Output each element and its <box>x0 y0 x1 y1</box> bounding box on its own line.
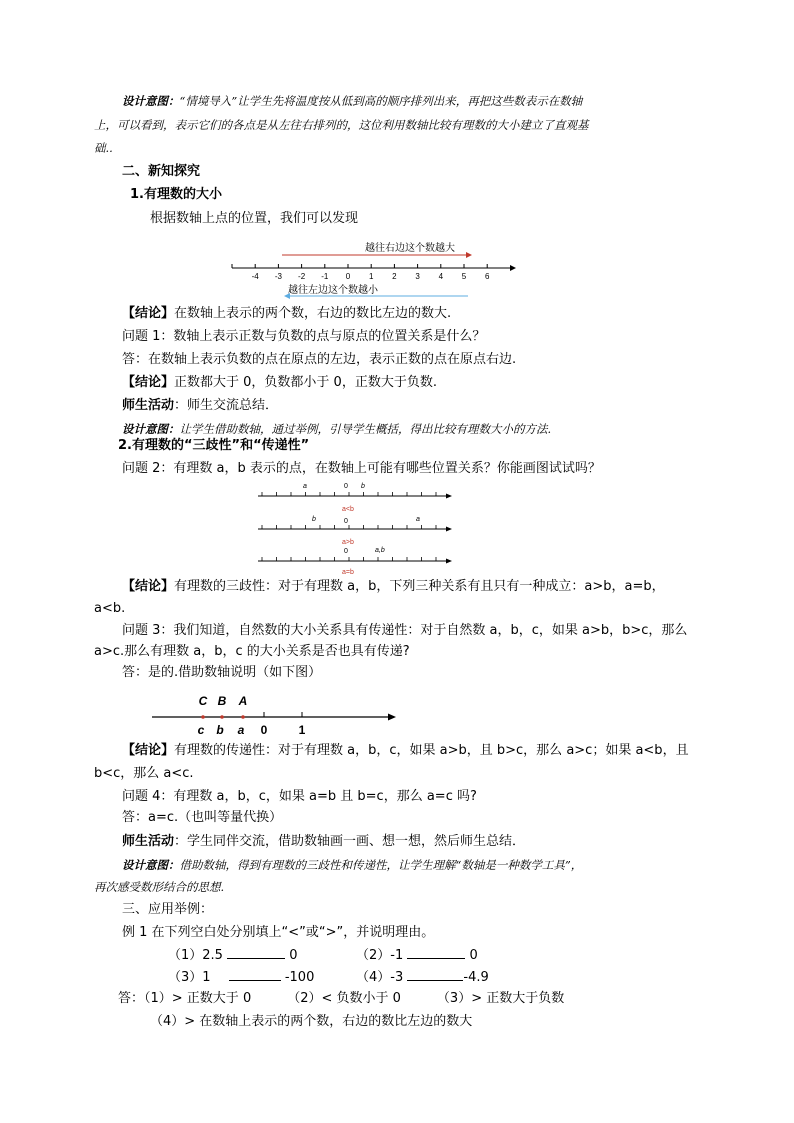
intro-text: 根据数轴上点的位置，我们可以发现 <box>150 211 359 226</box>
point-label-a: a <box>416 516 420 523</box>
point-upper-label: C <box>198 694 208 708</box>
answer-1: 答：在数轴上表示负数的点在原点的左边，表示正数的点在原点右边. <box>122 352 517 367</box>
relation-label: a>b <box>342 539 354 546</box>
tick-label: 1 <box>368 272 374 281</box>
tick-label-zero: 0 <box>260 723 268 737</box>
relation-label: a<b <box>342 506 354 513</box>
exercise-item-2: （2）-1 0 <box>356 948 478 963</box>
conclusion-2: 【结论】正数都大于 0，负数都小于 0，正数大于负数. <box>122 375 437 390</box>
point-lower-label: c <box>197 723 205 737</box>
point-lower-label: b <box>216 723 224 737</box>
relation-label: a=b <box>342 569 354 576</box>
tick-label: -3 <box>274 272 282 281</box>
tick-label: 2 <box>392 272 397 281</box>
tick-label: -4 <box>251 272 259 281</box>
question-1: 问题 1：数轴上表示正数与负数的点与原点的位置关系是什么？ <box>122 329 486 344</box>
tick-label: 6 <box>484 272 490 281</box>
point-label-b: b <box>312 516 316 523</box>
teacher-student-activity-2: 师生活动：学生同伴交流，借助数轴画一画、想一想，然后师生总结． <box>122 834 526 849</box>
point-label-zero: 0 <box>344 518 348 525</box>
tick-label: 3 <box>415 272 420 281</box>
tick-label: 5 <box>461 272 467 281</box>
point-a <box>241 715 245 719</box>
tick-label: -2 <box>298 272 306 281</box>
point-label-zero: 0 <box>344 483 348 490</box>
design-intent-2: 设计意图：让学生借助数轴，通过举例，引导学生概括，得出比较有理数大小的方法. <box>122 422 552 436</box>
design-intent-line-2: 上，可以看到，表示它们的各点是从左往右排列的，这位利用数轴比较有理数的大小建立了直观基 <box>94 118 589 132</box>
point-upper-label: B <box>217 694 227 708</box>
section-heading-2: 二、新知探究 <box>122 164 201 179</box>
point-b <box>220 715 224 719</box>
point-label-b: b <box>361 483 365 490</box>
question-4: 问题 4：有理数 a，b，c，如果 a=b 且 b=c，那么 a=c 吗? <box>122 789 477 804</box>
conclusion-3-line-2: a<b. <box>94 601 126 616</box>
subheading-2: 2.有理数的“三歧性”和“传递性” <box>118 438 310 453</box>
point-upper-label: A <box>238 694 248 708</box>
exercise-item-3: （3）1 -100 <box>168 970 315 985</box>
section-heading-3: 三、应用举例： <box>122 902 214 917</box>
question-3-line-2: a>c.那么有理数 a，b，c 的大小关系是否也具有传递? <box>94 644 410 659</box>
answer-line-2: （4）> 在数轴上表示的两个数，右边的数比左边的数大 <box>150 1014 473 1029</box>
tick-label: 4 <box>438 272 444 281</box>
example-1-title: 例 1 在下列空白处分别填上“<”或“>”，并说明理由。 <box>122 925 435 940</box>
conclusion-3-line-1: 【结论】有理数的三歧性：对于有理数 a，b，下列三种关系有且只有一种成立：a>b，a=b， <box>122 579 665 594</box>
question-3-line-1: 问题 3：我们知道，自然数的大小关系具有传递性：对于自然数 a，b，c，如果 a>b，b>c，那么 <box>122 623 688 638</box>
answer-3: 答：是的.借助数轴说明（如下图） <box>122 665 322 680</box>
tick-label-one: 1 <box>298 723 306 737</box>
design-intent-line-3: 础.. <box>94 141 113 155</box>
answer-4: 答：a=c.（也叫等量代换） <box>122 810 283 825</box>
design-intent-3-line-2: 再次感受数形结合的思想. <box>94 880 225 894</box>
exercise-item-4: （4）-3 -4.9 <box>356 970 489 985</box>
point-label-zero: 0 <box>344 548 348 555</box>
conclusion-1: 【结论】在数轴上表示的两个数，右边的数比左边的数大. <box>122 306 452 321</box>
tick-label: 0 <box>345 272 351 281</box>
top-arrow-label: 越往右边这个数越大 <box>365 243 455 254</box>
answer-line-1: 答：（1）> 正数大于 0 （2）< 负数小于 0 （3）> 正数大于负数 <box>118 991 565 1006</box>
point-label-ab: a,b <box>375 547 385 554</box>
subheading-1: 1.有理数的大小 <box>130 187 222 202</box>
point-lower-label: a <box>237 723 245 737</box>
tick-label: -1 <box>321 272 329 281</box>
point-label-a: a <box>303 483 307 490</box>
design-intent-line-1: 设计意图：“情境导入”让学生先将温度按从低到高的顺序排列出来，再把这些数表示在数轴 <box>122 94 583 108</box>
conclusion-4-line-1: 【结论】有理数的传递性：对于有理数 a，b，c，如果 a>b，且 b>c，那么 a>c；如果 a<b，且 <box>122 743 689 758</box>
bottom-arrow-label: 越往左边这个数越小 <box>288 285 378 296</box>
conclusion-4-line-2: b<c，那么 a<c. <box>94 766 194 781</box>
teacher-student-activity-1: 师生活动：师生交流总结． <box>122 398 279 413</box>
point-c <box>201 715 205 719</box>
axis-arrowhead <box>388 714 396 721</box>
design-intent-3-line-1: 设计意图：借助数轴，得到有理数的三歧性和传递性，让学生理解“数轴是一种数学工具”， <box>122 858 583 872</box>
question-2: 问题 2：有理数 a，b 表示的点，在数轴上可能有哪些位置关系？你能画图试试吗？ <box>122 461 601 476</box>
exercise-item-1: （1）2.5 0 <box>168 948 298 963</box>
